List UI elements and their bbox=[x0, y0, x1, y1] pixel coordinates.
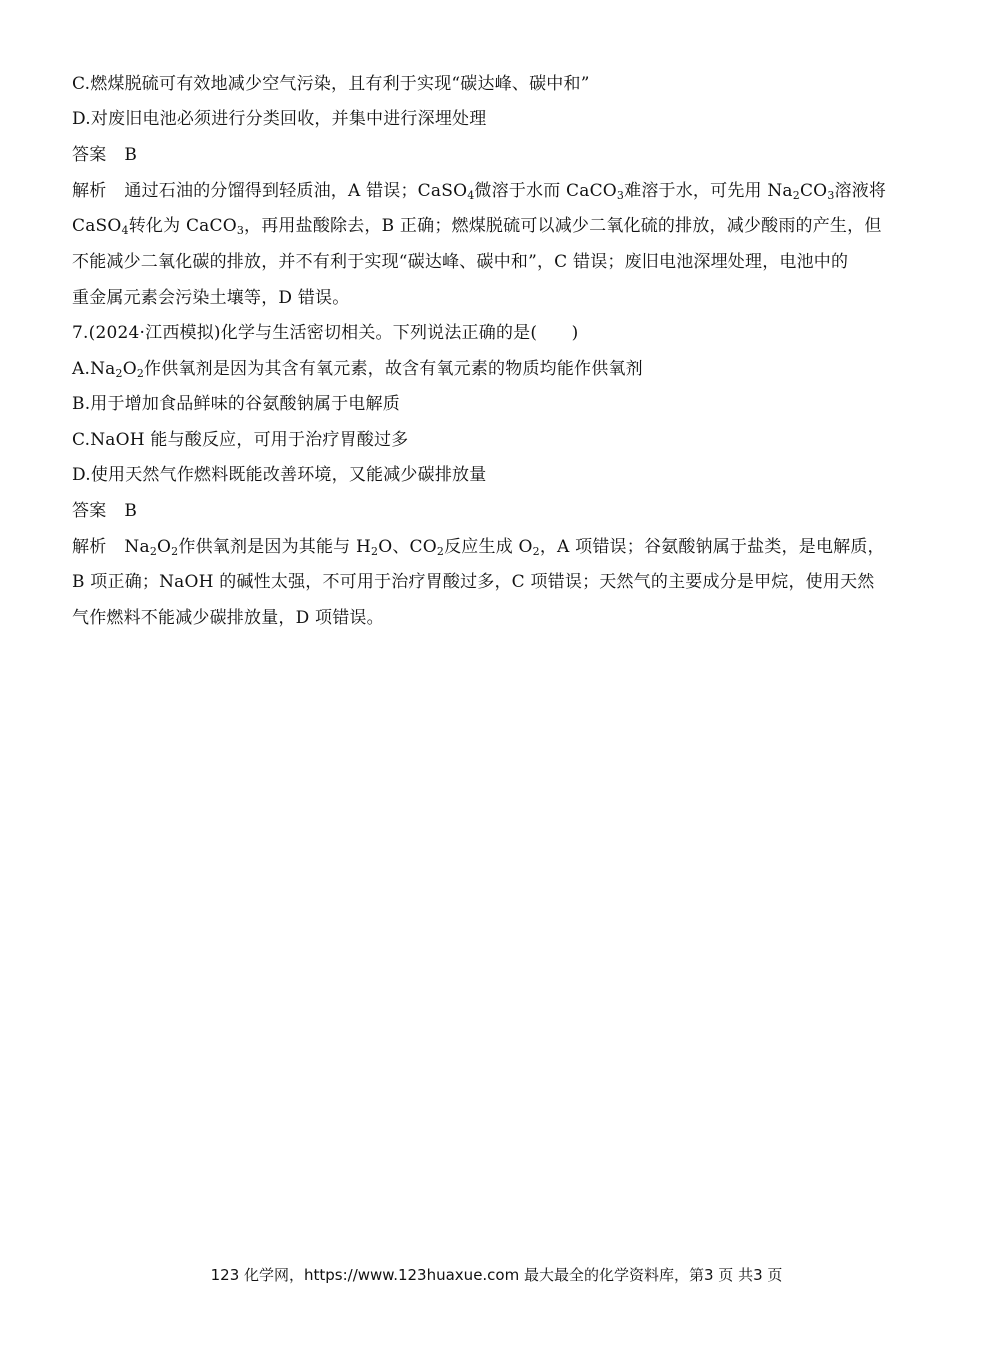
text-run: 微溶于水而 CaCO bbox=[474, 181, 617, 201]
question-7-option-c: C.NaOH 能与酸反应，可用于治疗胃酸过多 bbox=[72, 430, 409, 450]
option-c-prev: C.燃煤脱硫可有效地减少空气污染，且有利于实现“碳达峰、碳中和” bbox=[72, 74, 590, 94]
text-run: O bbox=[122, 359, 137, 379]
analysis-label: 解析 bbox=[72, 537, 107, 557]
subscript: 2 bbox=[532, 545, 540, 558]
question-7-analysis-line-2: B 项正确；NaOH 的碱性太强，不可用于治疗胃酸过多，C 项错误；天然气的主要成分是甲烷，使用天然 bbox=[72, 572, 875, 592]
question-7-analysis-line-1 bbox=[72, 536, 922, 558]
text-run: Na bbox=[124, 537, 150, 557]
subscript: 3 bbox=[236, 224, 245, 237]
text-run: 通过石油的分馏得到轻质油，A 错误；CaSO bbox=[124, 181, 468, 201]
text-run: CaSO bbox=[72, 216, 122, 236]
answer-value: B bbox=[124, 501, 138, 521]
text-run: 反应生成 O bbox=[444, 537, 533, 557]
question-7-option-d: D.使用天然气作燃料既能改善环境，又能减少碳排放量 bbox=[72, 465, 487, 485]
text-run: 作供氧剂是因为其能与 H bbox=[178, 537, 372, 557]
subscript: 2 bbox=[149, 545, 158, 558]
answer-line-prev bbox=[72, 144, 922, 166]
text-run: 溶液将 bbox=[834, 181, 887, 201]
text-run: 难溶于水，可先用 Na bbox=[624, 181, 793, 201]
subscript: 2 bbox=[171, 545, 179, 558]
subscript: 2 bbox=[792, 189, 800, 202]
subscript: 4 bbox=[467, 189, 475, 202]
analysis-line-4-prev: 重金属元素会污染土壤等，D 错误。 bbox=[72, 288, 350, 308]
question-7-option-b: B.用于增加食品鲜味的谷氨酸钠属于电解质 bbox=[72, 394, 400, 414]
analysis-line-2-prev bbox=[72, 215, 922, 237]
text-run: 转化为 CaCO bbox=[128, 216, 237, 236]
subscript: 3 bbox=[616, 189, 625, 202]
text-run: O、CO bbox=[378, 537, 437, 557]
question-7-stem: 7.(2024·江西模拟)化学与生活密切相关。下列说法正确的是( ) bbox=[72, 323, 579, 343]
text-run: CO bbox=[799, 181, 828, 201]
page-footer: 123 化学网，https://www.123huaxue.com 最大最全的化学资料库，第3 页 共3 页 bbox=[210, 1266, 783, 1284]
subscript: 2 bbox=[115, 367, 123, 380]
subscript: 2 bbox=[436, 545, 445, 558]
option-d-prev: D.对废旧电池必须进行分类回收，并集中进行深埋处理 bbox=[72, 109, 487, 129]
answer-label: 答案 bbox=[72, 145, 107, 165]
subscript: 3 bbox=[827, 189, 835, 202]
subscript: 2 bbox=[371, 545, 379, 558]
answer-value: B bbox=[124, 145, 138, 165]
question-7-option-a bbox=[72, 358, 922, 380]
question-7-answer bbox=[72, 500, 922, 522]
text-run: O bbox=[157, 537, 172, 557]
question-7-analysis-line-3: 气作燃料不能减少碳排放量，D 项错误。 bbox=[72, 608, 384, 628]
text-run: 作供氧剂是因为其含有氧元素，故含有氧元素的物质均能作供氧剂 bbox=[144, 359, 643, 379]
text-run: ，再用盐酸除去，B 正确；燃煤脱硫可以减少二氧化硫的排放，减少酸雨的产生，但 bbox=[244, 216, 882, 236]
analysis-line-1-prev bbox=[72, 180, 922, 202]
text-run: ，A 项错误；谷氨酸钠属于盐类，是电解质， bbox=[539, 537, 885, 557]
subscript: 4 bbox=[121, 224, 129, 237]
answer-label: 答案 bbox=[72, 501, 107, 521]
analysis-label: 解析 bbox=[72, 181, 107, 201]
subscript: 2 bbox=[136, 367, 145, 380]
analysis-line-3-prev: 不能减少二氧化碳的排放，并不有利于实现“碳达峰、碳中和”，C 错误；废旧电池深埋处理，电池中的 bbox=[72, 252, 849, 272]
text-run: A.Na bbox=[72, 359, 116, 379]
